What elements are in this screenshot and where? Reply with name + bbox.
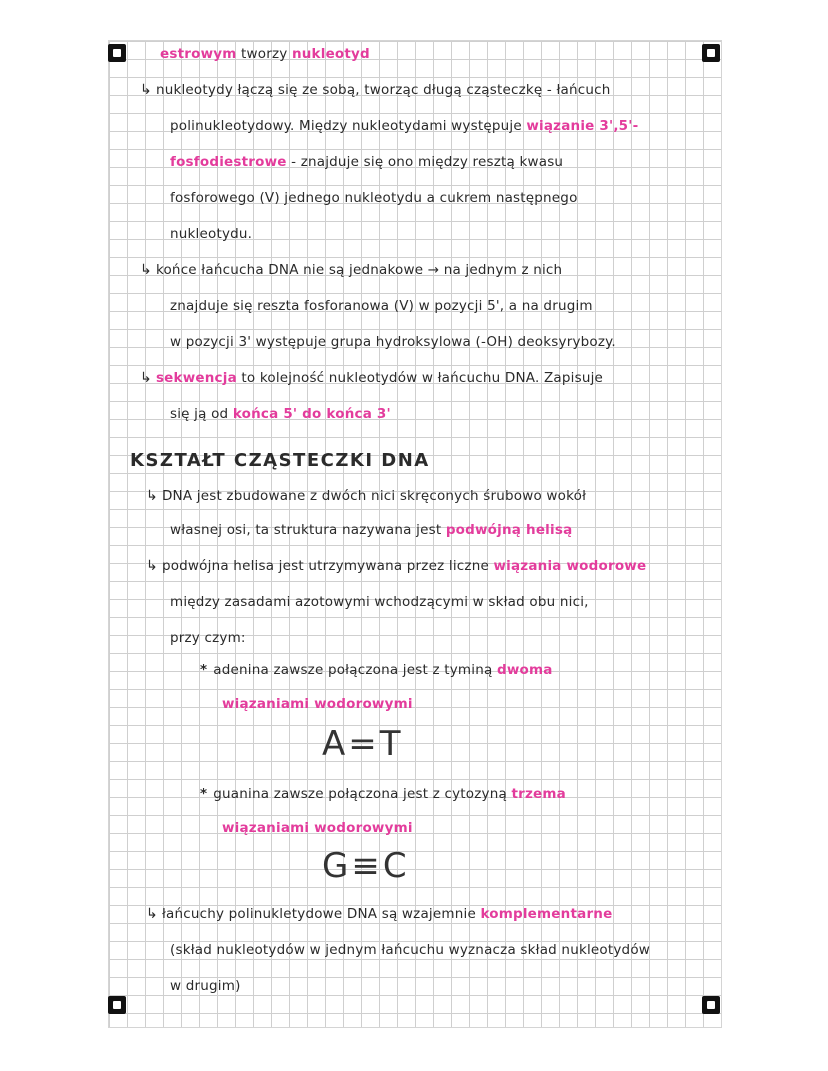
highlight-text: komplementarne	[480, 906, 613, 922]
bullet-arrow-icon: ↳	[140, 370, 152, 386]
note-line	[170, 334, 616, 350]
formula-a-t: A=T	[322, 724, 404, 764]
binder-ring-icon	[702, 996, 720, 1014]
note-line	[170, 154, 563, 170]
note-text: w pozycji 3' występuje grupa hydroksylowa (-OH) deoksyrybozy.	[170, 334, 616, 350]
note-line	[170, 630, 246, 646]
note-text: końce łańcucha DNA nie są jednakowe → na jednym z nich	[155, 262, 563, 278]
bullet-line	[140, 82, 611, 98]
note-text: między zasadami azotowymi wchodzącymi w skład obu nici,	[170, 594, 589, 610]
section-heading: KSZTAŁT CZĄSTECZKI DNA	[130, 450, 430, 471]
highlight-text: fosfodiestrowe	[170, 154, 287, 170]
note-text: znajduje się reszta fosforanowa (V) w pozycji 5', a na drugim	[170, 298, 593, 314]
note-text: fosforowego (V) jednego nukleotydu a cukrem następnego	[170, 190, 578, 206]
bullet-line	[140, 370, 603, 386]
highlight-text: estrowym	[160, 46, 237, 62]
bullet-line	[146, 906, 612, 922]
note-line	[170, 298, 593, 314]
highlight-text: wiązania wodorowe	[493, 558, 647, 574]
note-text: tworzy	[236, 46, 292, 62]
note-text: adenina zawsze połączona jest z tyminą	[213, 662, 497, 678]
note-line	[222, 820, 413, 836]
note-line	[170, 942, 650, 958]
note-line	[170, 406, 391, 422]
bullet-arrow-icon: ↳	[140, 262, 152, 278]
note-text: guanina zawsze połączona jest z cytozyną	[213, 786, 512, 802]
highlight-text: trzema	[511, 786, 566, 802]
star-line	[200, 786, 566, 802]
highlight-text: końca 5' do końca 3'	[232, 406, 391, 422]
bullet-line	[146, 558, 646, 574]
star-line	[200, 662, 553, 678]
note-text: (skład nukleotydów w jednym łańcuchu wyznacza skład nukleotydów	[170, 942, 651, 958]
note-line	[170, 594, 589, 610]
note-line	[222, 696, 413, 712]
bullet-line	[146, 488, 586, 504]
note-text: własnej osi, ta struktura nazywana jest	[170, 522, 446, 538]
binder-ring-icon	[702, 44, 720, 62]
bullet-arrow-icon: ↳	[146, 906, 158, 922]
note-text: to kolejność nukleotydów w łańcuchu DNA. Zapisuje	[236, 370, 604, 386]
note-line	[170, 118, 638, 134]
note-line	[170, 978, 241, 994]
bullet-line	[140, 262, 562, 278]
note-text: podwójna helisa jest utrzymywana przez liczne	[161, 558, 494, 574]
formula-g-c: G≡C	[322, 846, 410, 886]
binder-ring-icon	[108, 44, 126, 62]
note-text: polinukleotydowy. Między nukleotydami występuje	[170, 118, 527, 134]
star-bullet-icon: *	[200, 662, 208, 678]
note-text: przy czym:	[170, 630, 246, 646]
bullet-arrow-icon: ↳	[140, 82, 152, 98]
note-text: nukleotydu.	[170, 226, 253, 242]
star-bullet-icon: *	[200, 786, 208, 802]
highlight-text: wiązanie 3',5'-	[526, 118, 639, 134]
note-text: DNA jest zbudowane z dwóch nici skręconych śrubowo wokół	[161, 488, 587, 504]
note-text: - znajduje się ono między resztą kwasu	[286, 154, 564, 170]
note-text: się ją od	[170, 406, 233, 422]
note-text: łańcuchy polinukletydowe DNA są wzajemnie	[161, 906, 481, 922]
note-line	[170, 522, 572, 538]
note-text: w drugim)	[170, 978, 241, 994]
note-line	[160, 46, 370, 62]
highlight-text: sekwencja	[155, 370, 237, 386]
highlight-text: wiązaniami wodorowymi	[222, 696, 413, 712]
highlight-text: dwoma	[496, 662, 553, 678]
binder-ring-icon	[108, 996, 126, 1014]
highlight-text: nukleotyd	[291, 46, 370, 62]
note-line	[170, 226, 252, 242]
highlight-text: podwójną helisą	[445, 522, 573, 538]
note-line	[170, 190, 578, 206]
bullet-arrow-icon: ↳	[146, 488, 158, 504]
highlight-text: wiązaniami wodorowymi	[222, 820, 413, 836]
bullet-arrow-icon: ↳	[146, 558, 158, 574]
note-text: nukleotydy łączą się ze sobą, tworząc długą cząsteczkę - łańcuch	[155, 82, 611, 98]
